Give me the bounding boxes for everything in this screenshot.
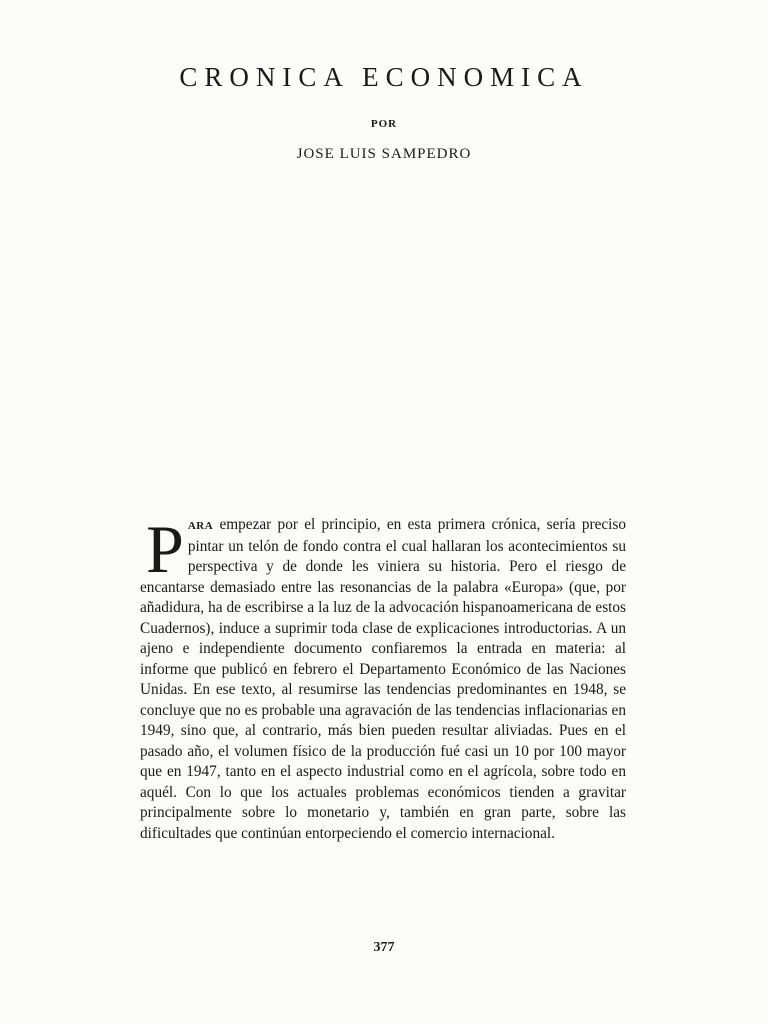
lead-smallcaps: ARA (187, 520, 214, 532)
page-number: 377 (373, 940, 395, 955)
article-title: CRONICA ECONOMICA (179, 62, 589, 92)
byline-prefix: POR (370, 118, 398, 130)
paragraph-text: empezar por el principio, en esta primera crónica, sería preciso pintar un telón de fondo contra el cual hallaran los acontecimientos su perspectiva y de donde les viniera su historia. Pero el riesgo de encantarse demasiado entre las resonancias de la palabra «Europa» (que, por añadidura, ha de escribirse a la luz de la advocación hispanoamericana de estos Cuadernos), induce a suprimir toda clase de explicaciones introductorias. A un ajeno e independiente documento confiaremos la entrada en materia: al informe que publicó en febrero el Departamento Económico de las Naciones Unidas. En ese texto, al resumirse las tendencias predominantes en 1948, se concluye que no es probable una agravación de las tendencias inflacionarias en 1949, sino que, al contrario, más bien pueden resultar aliviadas. Pues en el pasado año, el volumen físico de la producción fué casi un 10 por 100 mayor que en 1947, tanto en el aspecto industrial como en el agrícola, sobre todo en aquél. Con lo que los actuales problemas económicos tienden a gravitar principalmente sobre lo monetario y, también en gran parte, sobre las dificultades que continúan entorpeciendo el comercio internacional. (140, 516, 626, 842)
drop-cap: P (146, 511, 184, 587)
article-body (140, 511, 626, 844)
author-name: JOSE LUIS SAMPEDRO (296, 146, 472, 162)
